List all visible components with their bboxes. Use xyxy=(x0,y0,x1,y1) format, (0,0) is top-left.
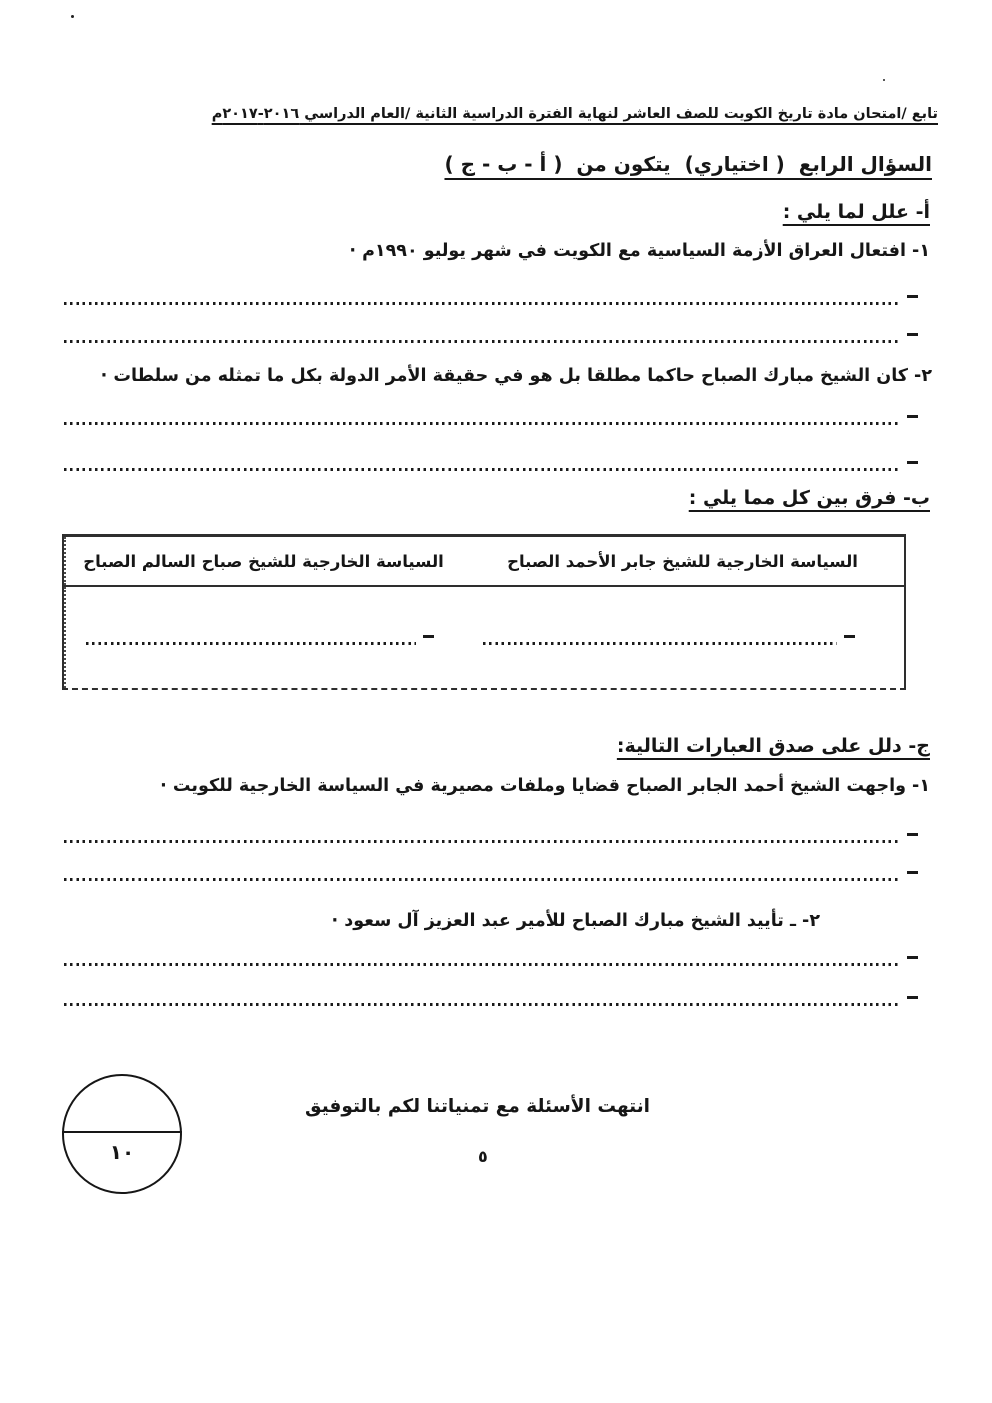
dotted-rule xyxy=(64,840,900,843)
section-a-question-2: ٢- كان الشيخ مبارك الصباح حاكما مطلقا بل هو في حقيقة الأمر الدولة بكل ما تمثله من سلطات · xyxy=(100,366,932,386)
dotted-rule xyxy=(64,1003,900,1006)
section-a-question-1: ١- افتعال العراق الأزمة السياسية مع الكويت في شهر يوليو ١٩٩٠م · xyxy=(349,241,930,261)
dash-mark xyxy=(907,871,918,874)
comparison-table xyxy=(62,534,906,690)
answer-line xyxy=(86,635,434,645)
answer-line xyxy=(64,996,918,1006)
section-b-heading: ب- فرق بين كل مما يلي : xyxy=(688,487,930,509)
exam-header: تابع /امتحان مادة تاريخ الكويت للصف العاشر لنهاية الفترة الدراسية الثانية /العام الدراسي ٢٠١٦-٢٠١٧م xyxy=(211,106,938,122)
scan-artifact-dot xyxy=(883,79,885,81)
section-c-heading: ج- دلل على صدق العبارات التالية: xyxy=(616,735,930,757)
dotted-rule xyxy=(64,340,900,343)
score-circle xyxy=(62,1074,182,1194)
score-total: ١٠ xyxy=(109,1140,135,1164)
answer-line xyxy=(64,295,918,305)
answer-line xyxy=(64,461,918,471)
dotted-rule xyxy=(64,963,900,966)
table-body-row xyxy=(64,587,904,688)
dash-mark xyxy=(907,415,918,418)
table-header-sabah-salem: السياسة الخارجية للشيخ صباح السالم الصباح xyxy=(64,537,461,585)
dash-mark xyxy=(907,833,918,836)
answer-line xyxy=(64,333,918,343)
dash-mark xyxy=(423,635,434,638)
question-title: السؤال الرابع ( اختياري) يتكون من ( أ - ب - ج ) xyxy=(444,152,932,176)
section-a-heading: أ- علل لما يلي : xyxy=(782,201,930,223)
dash-mark xyxy=(907,461,918,464)
table-header-row xyxy=(64,537,904,587)
dash-mark xyxy=(907,295,918,298)
answer-line xyxy=(64,956,918,966)
dotted-rule xyxy=(86,642,416,645)
answer-line xyxy=(64,833,918,843)
dash-mark xyxy=(907,996,918,999)
section-c-question-2: ٢- ـ تأييد الشيخ مبارك الصباح للأمير عبد العزيز آل سعود · xyxy=(331,911,820,931)
answer-line xyxy=(483,635,855,645)
page-number: ٥ xyxy=(478,1147,488,1166)
answer-line xyxy=(64,871,918,881)
dash-mark xyxy=(844,635,855,638)
table-answer-cell xyxy=(64,587,461,688)
dotted-rule xyxy=(483,642,837,645)
scan-artifact-dot xyxy=(71,15,74,18)
dotted-rule xyxy=(64,422,900,425)
dotted-rule xyxy=(64,468,900,471)
dash-mark xyxy=(907,333,918,336)
section-c-question-1: ١- واجهت الشيخ أحمد الجابر الصباح قضايا وملفات مصيرية في السياسة الخارجية للكويت · xyxy=(160,776,930,796)
dotted-rule xyxy=(64,302,900,305)
table-header-jaber: السياسة الخارجية للشيخ جابر الأحمد الصباح xyxy=(507,551,858,571)
score-circle-divider xyxy=(62,1131,182,1133)
dash-mark xyxy=(907,956,918,959)
answer-line xyxy=(64,415,918,425)
table-answer-cell xyxy=(461,587,904,688)
closing-note: انتهت الأسئلة مع تمنياتنا لكم بالتوفيق xyxy=(305,1096,650,1117)
dotted-rule xyxy=(64,878,900,881)
